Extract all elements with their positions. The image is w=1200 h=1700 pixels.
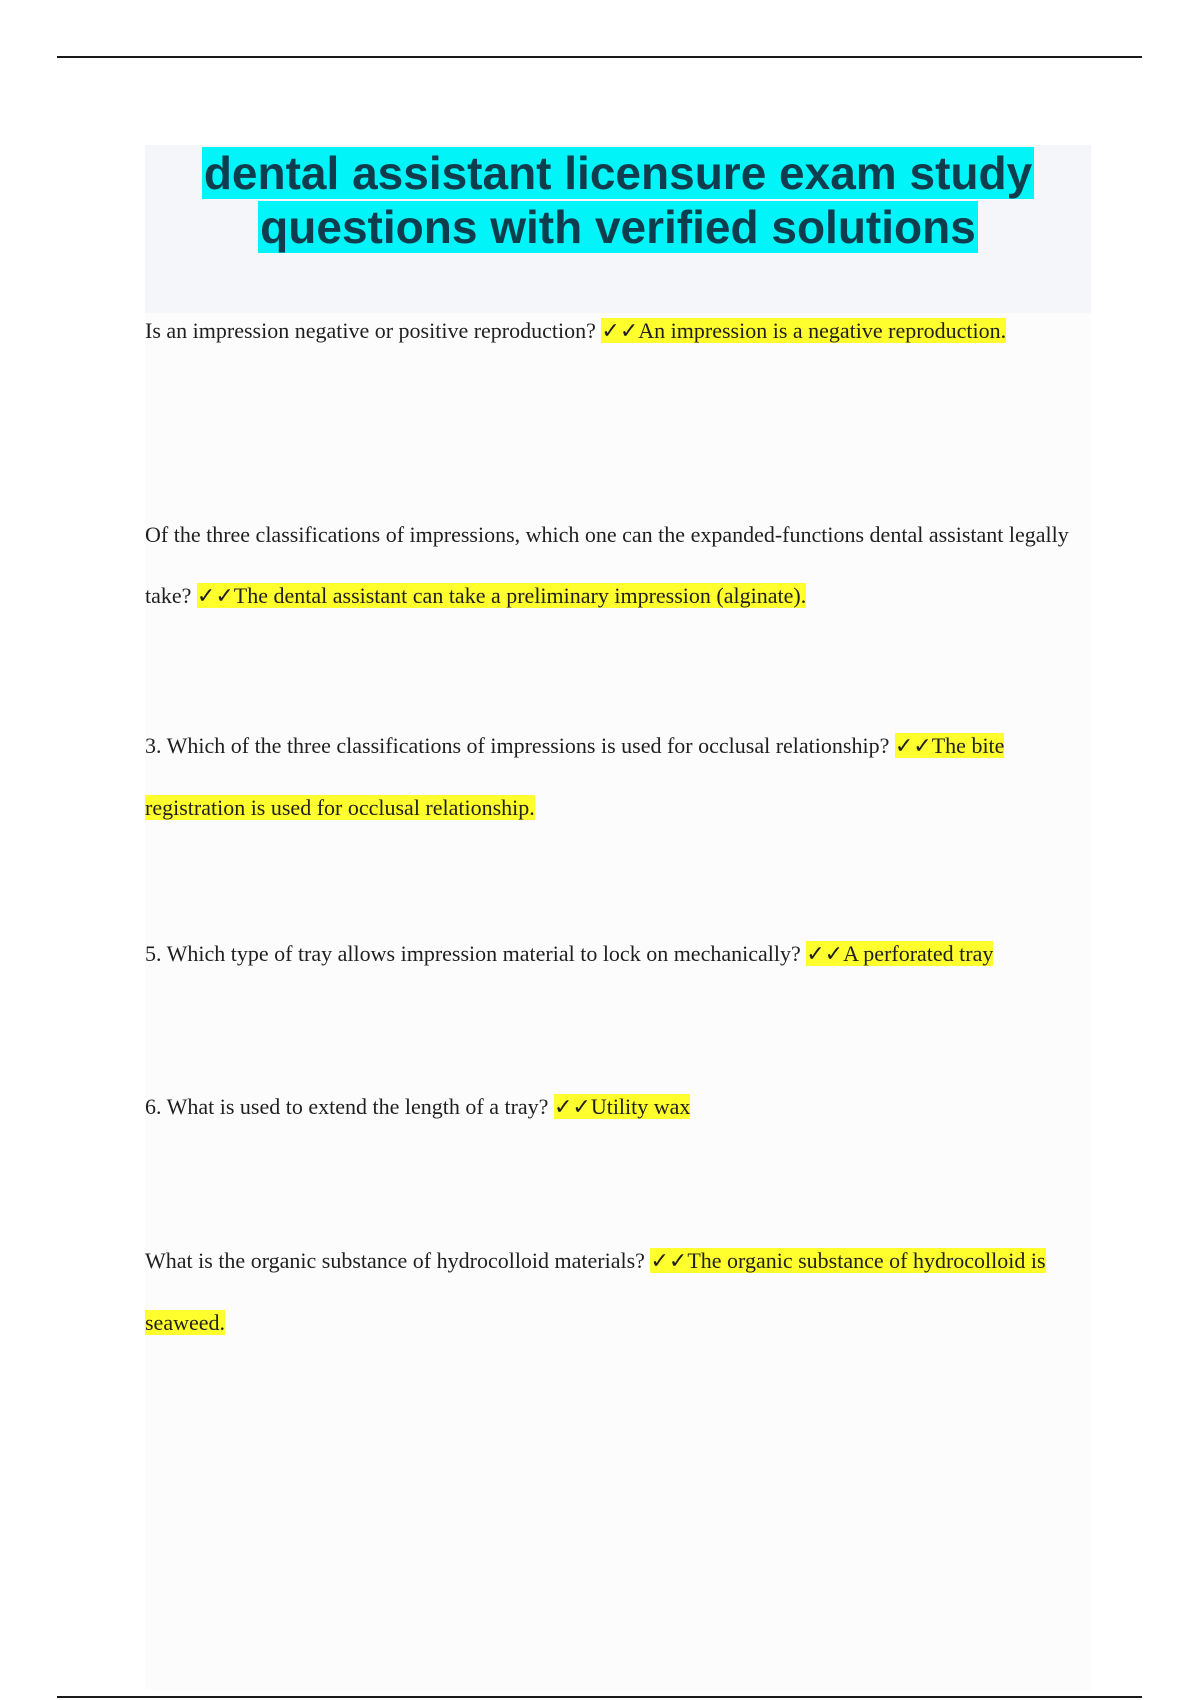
double-check-icon: ✓✓ bbox=[650, 1249, 688, 1274]
question-text: 3. Which of the three classifications of impressions is used for occlusal relationship? bbox=[145, 733, 895, 758]
double-check-icon: ✓✓ bbox=[894, 734, 932, 759]
qa-item bbox=[145, 923, 1085, 985]
answer-text: The bite registration is used for occlusal relationship. bbox=[145, 733, 1005, 820]
question-text: Is an impression negative or positive reproduction? bbox=[145, 318, 602, 343]
qa-item bbox=[145, 715, 1085, 838]
question-text: Of the three classifications of impressions, which one can the expanded-functions dental assistant legally take? bbox=[145, 522, 1069, 608]
page-body bbox=[145, 145, 1091, 1690]
answer-text: The dental assistant can take a preliminary impression (alginate). bbox=[233, 583, 807, 608]
qa-item bbox=[145, 1076, 1085, 1138]
double-check-icon: ✓✓ bbox=[553, 1095, 591, 1120]
answer-highlight bbox=[554, 1094, 690, 1119]
document-title bbox=[145, 146, 1091, 254]
answer-text: A perforated tray bbox=[843, 941, 994, 966]
double-check-icon: ✓✓ bbox=[196, 584, 234, 609]
question-text: 5. Which type of tray allows impression material to lock on mechanically? bbox=[145, 941, 807, 966]
double-check-icon: ✓✓ bbox=[806, 942, 844, 967]
question-text: What is the organic substance of hydrocolloid materials? bbox=[145, 1248, 651, 1273]
qa-item bbox=[145, 504, 1085, 627]
answer-text: The organic substance of hydrocolloid is seaweed. bbox=[145, 1248, 1046, 1335]
question-text: 6. What is used to extend the length of a tray? bbox=[145, 1094, 554, 1119]
double-check-icon: ✓✓ bbox=[601, 319, 639, 344]
title-line-1: dental assistant licensure exam study bbox=[203, 147, 1033, 199]
qa-item bbox=[145, 1230, 1085, 1353]
qa-item bbox=[145, 300, 1085, 362]
answer-text: Utility wax bbox=[590, 1094, 691, 1119]
top-rule bbox=[57, 56, 1142, 58]
bottom-rule bbox=[57, 1696, 1142, 1698]
title-line-2: questions with verified solutions bbox=[260, 201, 976, 253]
answer-highlight bbox=[197, 583, 806, 608]
answer-text: An impression is a negative reproduction. bbox=[638, 318, 1007, 343]
answer-highlight bbox=[601, 318, 1006, 343]
answer-highlight bbox=[806, 941, 993, 966]
